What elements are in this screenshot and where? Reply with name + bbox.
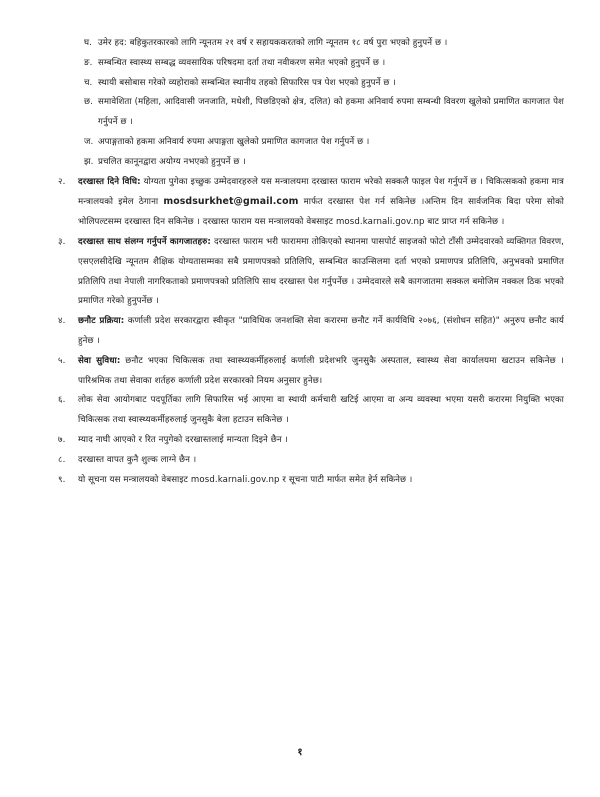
list-item [54, 133, 564, 153]
item-text: प्रचलित कानूनद्वारा अयोग्य नभएको हुनुपर्ने छ । [98, 156, 246, 167]
point-body-continued: मार्फत दरखास्त पेश गर्न सकिनेछ ।अन्तिम दिन सार्वजनिक बिदा परेमा सोको भोलिपल्टसम्म दरखास्त दिन सकिनेछ । दरखास्त फाराम यस मन्त्रालयको वेबसाइट mosd.karnali.gov.np बाट प्राप्त गर्न सकिनेछ । [78, 197, 564, 228]
item-text: सम्बन्धित स्वास्थ्य सम्बद्ध व्यवसायिक परिषदमा दर्ता तथा नवीकरण समेत भएको हुनुपर्ने छ । [98, 57, 386, 68]
point-text [78, 352, 564, 392]
point-heading: सेवा सुविधा: [78, 355, 121, 366]
point-body: दरखास्त फाराम भरी फाराममा तोकिएको स्थानमा पासपोर्ट साइजको फोटो टाँसी उम्मेदवारको व्यक्तिगत विवरण, एसएलसीदेखि न्यूनतम शैक्षिक योग्यतासम्मका सबै प्रमाणपत्रको प्रतिलिपि, सम्बन्धित काउन्सिलमा दर्ता भएको प्रमाणपत्र प्रतिलिपि, अनुभवको प्रमाणित प्रतिलिपि तथा नेपाली नागरिकताको प्रमाणपत्रको प्रतिलिपि साथ दरखास्त पेश गर्नुपर्नेछ । उम्मेदवारले सबै कागजातमा सक्कल बमोजिम नक्कल ठिक भएको प्रमाणित गरेको हुनुपर्नेछ । [78, 236, 564, 307]
point-number: २. [58, 176, 66, 187]
item-marker: च. [84, 77, 93, 88]
item-text: स्थायी बसोबास गरेको व्यहोराको सम्बन्धित स्थानीय तहको सिफारिस पत्र पेश भएको हुनुपर्ने छ । [98, 77, 396, 88]
page-number: १ [297, 747, 303, 758]
numbered-point [54, 173, 564, 233]
list-item [54, 34, 564, 54]
point-heading: छनौट प्रक्रिया: [78, 316, 125, 327]
list-item [54, 93, 564, 133]
numbered-point [54, 451, 564, 471]
numbered-point [54, 471, 564, 491]
point-number: ७. [58, 434, 66, 445]
point-body: छनौट भएका चिकित्सक तथा स्वास्थ्यकर्मीहरुलाई कर्णाली प्रदेशभरि जुनसुकै अस्पताल, स्वास्थ्य सेवा कार्यालयमा खटाउन सकिनेछ । पारिश्रमिक तथा सेवाका शर्तहरु कर्णाली प्रदेश सरकारको नियम अनुसार हुनेछ। [78, 355, 564, 386]
point-text [78, 173, 564, 233]
point-text: लोक सेवा आयोगबाट पदपूर्तिका लागि सिफारिस भई आएमा वा स्थायी कर्मचारी खटिई आएमा वा अन्य व्यवस्था भएमा यसरी करारमा नियुक्ति भएका चिकित्सक तथा स्वास्थ्यकर्मीहरुलाई जुनसुकै बेला हटाउन सकिनेछ । [78, 395, 564, 426]
item-marker: ज. [84, 136, 94, 147]
list-item [54, 74, 564, 94]
item-text: अपाङ्गताको हकमा अनिवार्य रुपमा अपाङ्गता खुलेको प्रमाणित कागजात पेश गर्नुपर्ने छ । [98, 136, 370, 147]
numbered-point [54, 391, 564, 431]
item-marker: ङ. [84, 57, 93, 68]
point-number: ६. [58, 395, 66, 406]
numbered-point [54, 233, 564, 312]
point-number: ५. [58, 355, 66, 366]
item-marker: झ. [84, 156, 94, 167]
point-body: कर्णाली प्रदेश सरकारद्वारा स्वीकृत "प्राविधिक जनशक्ति सेवा करारमा छनौट गर्ने कार्यविधि २०७६, (संशोधन सहित)" अनुरुप छनौट कार्य हुनेछ । [78, 316, 564, 346]
item-marker: छ. [84, 97, 93, 108]
numbered-point [54, 431, 564, 451]
email-link[interactable]: mosdsurkhet@gmail.com [163, 196, 299, 208]
point-number: ४. [58, 316, 66, 327]
point-heading: दरखास्त दिने विधि: [78, 176, 141, 187]
point-number: ९. [58, 474, 66, 485]
point-number: ३. [58, 236, 66, 247]
point-heading: दरखास्त साथ संलग्न गर्नुपर्ने कागजातहरु: [78, 236, 211, 247]
numbered-point [54, 312, 564, 352]
notice-body [54, 34, 564, 490]
list-item [54, 54, 564, 74]
point-number: ८. [58, 454, 66, 465]
point-text: म्याद नाघी आएको र रित नपुगेको दरखास्तलाई मान्यता दिइने छैन । [78, 434, 288, 445]
point-text [78, 233, 564, 312]
point-text: दरखास्त वापत कुनै शुल्क लाग्ने छैन । [78, 454, 197, 465]
item-text: उमेर हद: बहिकुतरकारको लागि न्यूनतम २१ वर्ष र सहायककरतको लागि न्यूनतम १८ वर्ष पुरा भएको हुनुपर्ने छ । [98, 38, 448, 48]
point-body: योग्यता पुगेका इच्छुक उम्मेदवारहरुले यस मन्त्रालयमा दरखास्त फाराम भरेको सक्कलै फाइल पेश गर्नुपर्ने छ । चिकित्सकको हकमा मात्र मन्त्रालयको इमेल ठेगाना [78, 176, 564, 208]
item-marker: घ. [84, 38, 93, 48]
list-item [54, 153, 564, 173]
numbered-point [54, 352, 564, 392]
item-text: समावेशिता (महिला, आदिवासी जनजाति, मधेशी, पिछडिएको क्षेत्र, दलित) को हकमा अनिवार्य रुपमा सम्बन्धी विवरण खुलेको प्रमाणित कागजात पेश गर्नुपर्ने छ । [98, 97, 564, 128]
point-text [78, 312, 564, 352]
point-text: यो सूचना यस मन्त्रालयको वेबसाइट mosd.karnali.gov.np र सूचना पाटी मार्फत समेत हेर्न सकिनेछ । [78, 474, 413, 485]
